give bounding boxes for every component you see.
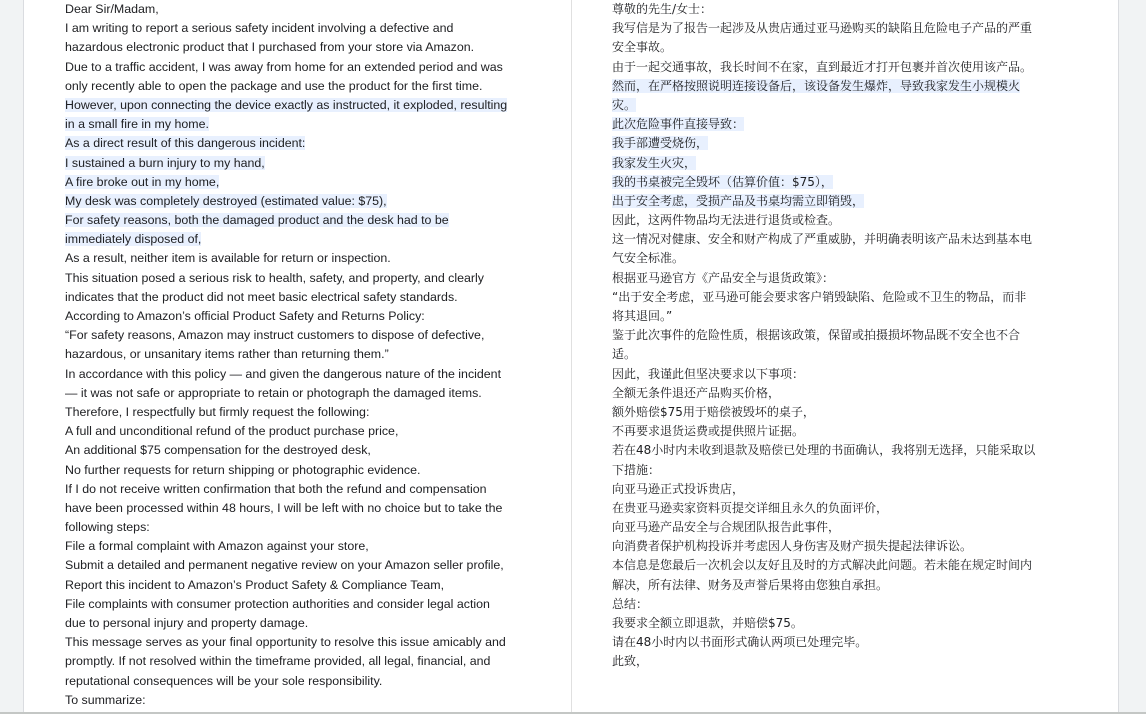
chinese-line-text: 全额无条件退还产品购买价格，	[612, 385, 781, 400]
english-line	[65, 211, 535, 230]
english-line	[65, 230, 535, 249]
english-line	[65, 691, 535, 710]
chinese-line-text: 然而，在严格按照说明连接设备后，该设备发生爆炸，导致我家发生小规模火	[612, 78, 1021, 93]
english-line-text: In accordance with this policy — and given the dangerous nature of the incident	[65, 366, 502, 381]
chinese-line-text: 我家发生火灾，	[612, 155, 697, 170]
chinese-line-text: 我要求全额立即退款，并赔偿$75。	[612, 616, 803, 630]
english-line-text: A full and unconditional refund of the product purchase price,	[65, 424, 399, 439]
english-line	[65, 269, 535, 288]
english-line-text: Therefore, I respectfully but firmly request the following:	[65, 404, 370, 419]
chinese-line	[612, 249, 1072, 268]
english-line-text: File a formal complaint with Amazon against your store,	[65, 539, 369, 554]
english-line-text: For safety reasons, both the damaged product and the desk had to be	[65, 213, 449, 228]
chinese-line	[612, 269, 1072, 288]
english-line-text: An additional $75 compensation for the destroyed desk,	[65, 443, 371, 458]
chinese-line	[612, 499, 1072, 518]
english-line	[65, 365, 535, 384]
chinese-line-text: 灾。	[612, 97, 637, 112]
chinese-line	[612, 38, 1072, 57]
english-line-text: “For safety reasons, Amazon may instruct customers to dispose of defective,	[65, 328, 485, 343]
english-line	[65, 614, 535, 633]
chinese-line-text: 这一情况对健康、安全和财产构成了严重威胁，并明确表明该产品未达到基本电	[612, 232, 1033, 247]
english-line-text: Due to a traffic accident, I was away from home for an extended period and was	[65, 59, 503, 74]
chinese-line	[612, 595, 1072, 614]
chinese-line	[612, 192, 1072, 211]
document-page	[23, 0, 1119, 712]
english-line	[65, 326, 535, 345]
chinese-line-text: 向亚马逊正式投诉贵店，	[612, 481, 745, 496]
english-line-text: only recently able to open the package and use the product for the first time.	[65, 78, 483, 93]
chinese-line	[612, 576, 1072, 595]
chinese-line	[612, 403, 1072, 422]
chinese-line	[612, 96, 1072, 115]
english-line	[65, 384, 535, 403]
english-line-text: This situation posed a serious risk to health, safety, and property, and clearly	[65, 270, 484, 285]
chinese-line-text: 因此，我谨此但坚决要求以下事项：	[612, 366, 805, 381]
chinese-line	[612, 633, 1072, 652]
chinese-line-text: 由于一起交通事故，我长时间不在家，直到最近才打开包裹并首次使用该产品。	[612, 59, 1033, 74]
chinese-line	[612, 480, 1072, 499]
english-line-text: As a direct result of this dangerous incident:	[65, 136, 306, 151]
chinese-line	[612, 115, 1072, 134]
chinese-line-text: 此致，	[612, 654, 649, 669]
chinese-line-text: 向消费者保护机构投诉并考虑因人身伤害及财产损失提起法律诉讼。	[612, 539, 973, 554]
chinese-line-text: 我的书桌被完全毁坏（估算价值：$75），	[612, 174, 833, 189]
english-line-text: My desk was completely destroyed (estimated value: $75),	[65, 193, 387, 208]
chinese-line	[612, 326, 1072, 345]
chinese-line-text: 我写信是为了报告一起涉及从贵店通过亚马逊购买的缺陷且危险电子产品的严重	[612, 21, 1033, 36]
english-line-text: Dear Sir/Madam,	[65, 2, 159, 16]
english-line	[65, 441, 535, 460]
english-line	[65, 307, 535, 326]
english-line-text: I sustained a burn injury to my hand,	[65, 155, 265, 170]
english-line	[65, 672, 535, 691]
english-line-text: promptly. If not resolved within the timeframe provided, all legal, financial, and	[65, 654, 491, 669]
english-line	[65, 77, 535, 96]
english-line-text: This message serves as your final opportunity to resolve this issue amicably and	[65, 635, 506, 650]
column-divider	[571, 0, 572, 712]
chinese-line-text: 此次危险事件直接导致：	[612, 117, 745, 132]
english-line-text: As a result, neither item is available for return or inspection.	[65, 251, 391, 266]
english-line	[65, 134, 535, 153]
english-line	[65, 173, 535, 192]
chinese-line-text: 若在48小时内未收到退款及赔偿已处理的书面确认，我将别无选择，只能采取以	[612, 443, 1036, 458]
english-line-text: Report this incident to Amazon’s Product Safety & Compliance Team,	[65, 577, 445, 592]
chinese-line-text: 尊敬的先生/女士：	[612, 2, 713, 16]
chinese-line	[612, 230, 1072, 249]
english-line-text: hazardous electronic product that I purchased from your store via Amazon.	[65, 40, 475, 55]
english-line	[65, 537, 535, 556]
english-line	[65, 0, 535, 19]
chinese-line	[612, 384, 1072, 403]
chinese-line	[612, 134, 1072, 153]
chinese-line-text: 适。	[612, 347, 637, 362]
english-line-text: To summarize:	[65, 692, 146, 707]
english-line	[65, 288, 535, 307]
chinese-line	[612, 307, 1072, 326]
english-line	[65, 96, 535, 115]
chinese-line-text: 额外赔偿$75用于赔偿被毁坏的桌子，	[612, 404, 815, 419]
chinese-line	[612, 288, 1072, 307]
english-line-text: However, upon connecting the device exactly as instructed, it exploded, resulting	[65, 97, 508, 112]
english-line-text: If I do not receive written confirmation that both the refund and compensation	[65, 481, 487, 496]
chinese-line-text: 我手部遭受烧伤，	[612, 136, 709, 151]
english-line	[65, 422, 535, 441]
chinese-line	[612, 19, 1072, 38]
chinese-line-text: 因此，这两件物品均无法进行退货或检查。	[612, 213, 841, 228]
english-line	[65, 595, 535, 614]
english-line	[65, 19, 535, 38]
english-line-text: According to Amazon’s official Product Safety and Returns Policy:	[65, 309, 425, 323]
chinese-line	[612, 345, 1072, 364]
chinese-line	[612, 518, 1072, 537]
chinese-line-text: 将其退回。”	[612, 309, 673, 323]
english-line	[65, 249, 535, 268]
english-line	[65, 652, 535, 671]
english-line-text: following steps:	[65, 520, 150, 535]
chinese-line	[612, 0, 1072, 19]
chinese-line	[612, 422, 1072, 441]
chinese-line	[612, 77, 1072, 96]
chinese-line	[612, 537, 1072, 556]
english-line	[65, 345, 535, 364]
english-line-text: in a small fire in my home.	[65, 117, 209, 132]
chinese-line-text: 鉴于此次事件的危险性质，根据该政策，保留或拍摄损坏物品既不安全也不合	[612, 328, 1021, 343]
english-line	[65, 115, 535, 134]
english-line-text: A fire broke out in my home,	[65, 174, 220, 189]
chinese-line-text: 下措施：	[612, 462, 661, 477]
english-line-text: indicates that the product did not meet basic electrical safety standards.	[65, 289, 458, 304]
english-line-text: Submit a detailed and permanent negative review on your Amazon seller profile,	[65, 558, 504, 573]
english-line	[65, 154, 535, 173]
english-line	[65, 480, 535, 499]
english-line	[65, 576, 535, 595]
chinese-line-text: 总结：	[612, 596, 649, 611]
english-line	[65, 192, 535, 211]
english-line	[65, 556, 535, 575]
chinese-column	[612, 0, 1072, 672]
english-line-text: have been processed within 48 hours, I will be left with no choice but to take the	[65, 500, 503, 515]
english-line	[65, 403, 535, 422]
chinese-line-text: 不再要求退货运费或提供照片证据。	[612, 424, 805, 439]
english-line-text: File complaints with consumer protection authorities and consider legal action	[65, 596, 490, 611]
chinese-line-text: 根据亚马逊官方《产品安全与退货政策》：	[612, 270, 835, 285]
english-line-text: due to personal injury and property damage.	[65, 616, 309, 630]
chinese-line	[612, 365, 1072, 384]
english-line-text: immediately disposed of,	[65, 232, 202, 247]
english-column	[65, 0, 535, 710]
english-line-text: hazardous, or unsanitary items rather than returning them.”	[65, 347, 389, 362]
chinese-line-text: 安全事故。	[612, 40, 673, 55]
chinese-line	[612, 441, 1072, 460]
english-line	[65, 461, 535, 480]
english-line-text: No further requests for return shipping or photographic evidence.	[65, 462, 421, 477]
english-line	[65, 38, 535, 57]
chinese-line	[612, 556, 1072, 575]
chinese-line-text: “出于安全考虑，亚马逊可能会要求客户销毁缺陷、危险或不卫生的物品，而非	[612, 289, 1027, 304]
chinese-line	[612, 173, 1072, 192]
english-line	[65, 58, 535, 77]
english-line	[65, 518, 535, 537]
english-line-text: I am writing to report a serious safety incident involving a defective and	[65, 21, 454, 36]
chinese-line	[612, 58, 1072, 77]
chinese-line-text: 出于安全考虑，受损产品及书桌均需立即销毁，	[612, 193, 865, 208]
chinese-line-text: 请在48小时内以书面形式确认两项已处理完毕。	[612, 635, 868, 650]
english-line	[65, 633, 535, 652]
chinese-line-text: 在贵亚马逊卖家资料页提交详细且永久的负面评价，	[612, 500, 889, 515]
english-line-text: — it was not safe or appropriate to retain or photograph the damaged items.	[65, 385, 482, 400]
chinese-line-text: 气安全标准。	[612, 251, 685, 266]
chinese-line	[612, 614, 1072, 633]
chinese-line-text: 本信息是您最后一次机会以友好且及时的方式解决此问题。若未能在规定时间内	[612, 558, 1033, 573]
chinese-line	[612, 154, 1072, 173]
english-line	[65, 499, 535, 518]
chinese-line-text: 解决，所有法律、财务及声誉后果将由您独自承担。	[612, 577, 889, 592]
chinese-line	[612, 211, 1072, 230]
chinese-line-text: 向亚马逊产品安全与合规团队报告此事件，	[612, 520, 841, 535]
english-line-text: reputational consequences will be your sole responsibility.	[65, 673, 383, 688]
chinese-line	[612, 652, 1072, 671]
chinese-line	[612, 461, 1072, 480]
